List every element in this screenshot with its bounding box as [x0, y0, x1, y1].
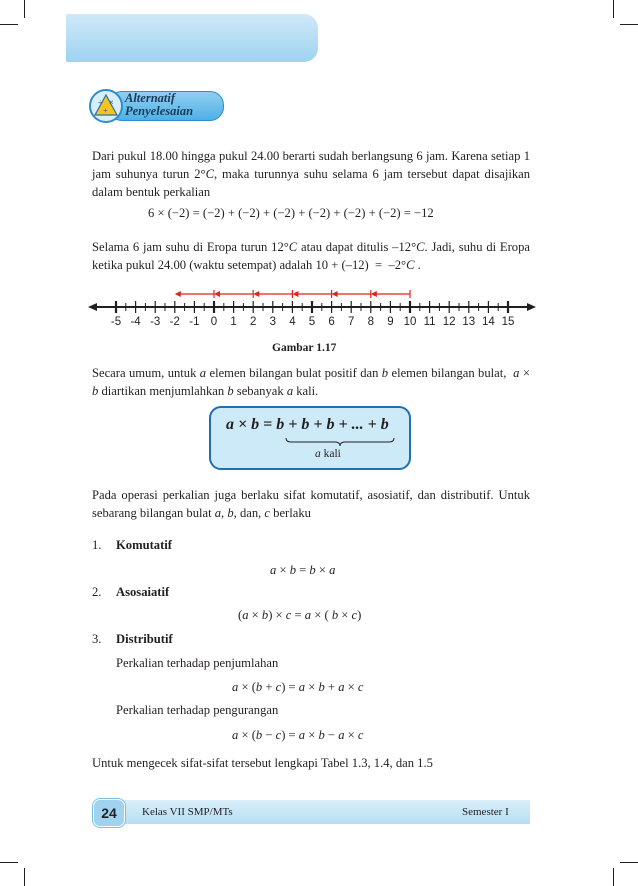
number-line-label: -2 [169, 316, 180, 328]
paragraph-2: Selama 6 jam suhu di Eropa turun 12°C atau dapat ditulis –12°C. Jadi, suhu di Eropa ketika pukul 24.00 (waktu setempat) adalah 10 + (–12) = –2°C . [92, 240, 530, 272]
number-line-label: 3 [269, 316, 276, 328]
crop-mark [0, 24, 18, 25]
number-line-label: 11 [423, 316, 436, 328]
number-line-label: 2 [249, 316, 257, 328]
svg-text:×: × [109, 98, 114, 107]
prop3-title: Distributif [116, 632, 173, 646]
equation-1: 6 × (−2) = (−2) + (−2) + (−2) + (−2) + (−2) + (−2) = −12 [148, 206, 434, 220]
paragraph-4: Pada operasi perkalian juga berlaku sifat komutatif, asosiatif, dan distributif. Untuk sebarang bilangan bulat a, b, dan, c berlaku [92, 488, 530, 520]
number-line-label: 6 [328, 316, 335, 328]
number-line-arrow [371, 290, 410, 298]
prop1-number: 1. [92, 538, 102, 552]
number-line-label: -3 [150, 316, 161, 328]
prop2-number: 2. [92, 585, 102, 599]
number-line-arrow [175, 290, 214, 298]
closing-sentence: Untuk mengecek sifat-sifat tersebut lengkapi Tabel 1.3, 1.4, dan 1.5 [92, 756, 433, 770]
number-line-arrow [332, 290, 371, 298]
prop3-equation1: a × (b + c) = a × b + a × c [232, 680, 364, 694]
prop2-equation: (a × b) × c = a × ( b × c) [238, 608, 362, 622]
crop-mark [620, 862, 638, 863]
number-line-label: 5 [308, 316, 316, 328]
number-line-label: 7 [347, 316, 355, 328]
number-line-label: -1 [189, 316, 200, 328]
number-line-label: 4 [289, 316, 296, 328]
prop3-number: 3. [92, 632, 102, 646]
number-line-label: 14 [481, 316, 495, 328]
number-line-arrow [292, 290, 331, 298]
number-line-left-arrowhead [88, 303, 97, 311]
prop3-equation2: a × (b − c) = a × b − a × c [232, 728, 364, 742]
page-number: 24 [93, 799, 125, 827]
badge-line1: Alternatif [125, 91, 176, 105]
alternatif-badge [88, 88, 224, 124]
prop3-sub1: Perkalian terhadap penjumlahan [116, 656, 279, 670]
formula-box [209, 406, 411, 470]
badge-line2: Penyelesaian [125, 104, 194, 118]
prop3-sub2: Perkalian terhadap pengurangan [116, 703, 279, 717]
header-band [66, 14, 318, 62]
number-line-label: 8 [367, 316, 374, 328]
crop-mark [0, 862, 18, 863]
crop-mark [24, 0, 25, 18]
formula-main: a × b = b + b + b + ... + b [226, 416, 389, 433]
number-line-label: -5 [110, 316, 122, 328]
number-line-arrow [214, 290, 253, 298]
number-line-label: 0 [210, 316, 218, 328]
underbrace-icon [285, 437, 395, 447]
prop1-equation: a × b = b × a [270, 563, 336, 577]
svg-text:÷: ÷ [98, 98, 103, 107]
crop-mark [24, 868, 25, 886]
crop-mark [613, 0, 614, 18]
formula-icon [88, 88, 124, 124]
number-line-label: 12 [442, 316, 456, 328]
paragraph-3: Secara umum, untuk a elemen bilangan bulat positif dan b elemen bilangan bulat, a × b diartikan menjumlahkan b sebanyak a kali. [92, 366, 530, 398]
number-line-label: 13 [462, 316, 476, 328]
formula-under: a kali [315, 448, 341, 460]
figure-caption: Gambar 1.17 [272, 342, 337, 354]
crop-mark [620, 24, 638, 25]
svg-text:+: + [103, 106, 108, 115]
number-line-right-arrowhead [527, 303, 536, 311]
number-line-label: 10 [403, 316, 417, 328]
prop1-title: Komutatif [116, 538, 172, 552]
number-line-label: 9 [387, 316, 394, 328]
paragraph-1: Dari pukul 18.00 hingga pukul 24.00 berarti sudah berlangsung 6 jam. Karena setiap 1 jam suhunya turun 2°C, maka turunnya suhu selama 6 jam tersebut dapat disajikan dalam bentuk perkalian [92, 149, 530, 199]
prop2-title: Asosaiatif [116, 585, 170, 599]
crop-mark [613, 868, 614, 886]
number-line-label: -4 [130, 316, 141, 328]
number-line-labels [88, 316, 538, 334]
number-line-label: 1 [230, 316, 237, 328]
footer-right: Semester I [462, 806, 509, 818]
number-line-arrow [253, 290, 292, 298]
footer-left: Kelas VII SMP/MTs [142, 806, 233, 818]
number-line-label: 15 [501, 316, 515, 328]
badge-text [125, 92, 193, 118]
